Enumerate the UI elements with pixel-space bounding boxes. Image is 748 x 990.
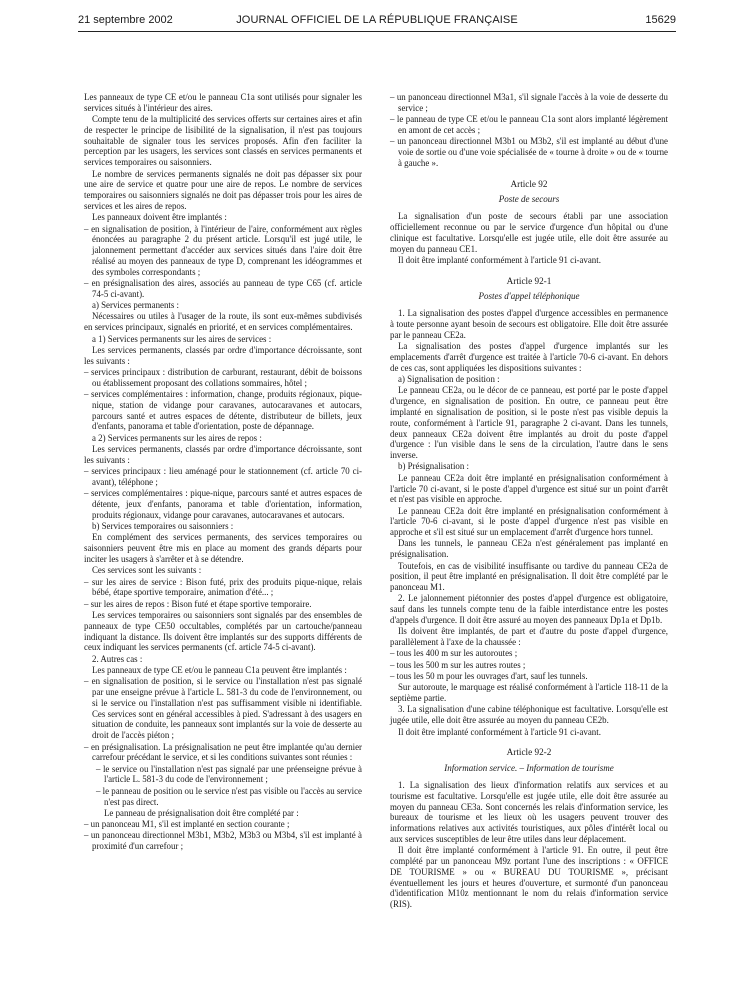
article-subtitle: Information service. – Information de tourisme <box>444 763 614 774</box>
paragraph: Ces services sont les suivants : <box>92 565 202 576</box>
paragraph: a) Signalisation de position : <box>398 374 500 385</box>
paragraph: Le panneau de présignalisation doit être complété par : <box>104 807 299 818</box>
paragraph: a) Services permanents : <box>92 300 179 311</box>
header-rule <box>78 31 676 32</box>
list-item: – sur les aires de service : Bison futé, prix des produits pique-nique, relais bébé, étape sportive temporaire, animation d'été... ; <box>84 576 362 598</box>
header-date: 21 septembre 2002 <box>78 14 173 26</box>
paragraph: Le panneau CE2a doit être implanté en présignalisation conformément à l'article 70-6 ci-avant, si le poste d'appel d'urgence n'est pas visible en approche et s'il est situé sur un emplacement d'arrêt d'urgence hors tunnel. <box>390 505 668 538</box>
paragraph: Ils doivent être implantés, de part et d'autre du poste d'appel d'urgence, parallèlement à l'axe de la chaussée : <box>390 626 668 648</box>
list-item: – un panonceau directionnel M3b1 ou M3b2, s'il est implanté au début d'une voie de sortie ou d'une voie spécialisée de « tourne à droite » ou de « tourne à gauche ». <box>390 136 668 168</box>
paragraph: Nécessaires ou utiles à l'usager de la route, ils sont eux-mêmes subdivisés en services principaux, signalés en priorité, et en services complémentaires. <box>84 311 362 333</box>
list-item: – un panonceau M1, s'il est implanté en section courante ; <box>84 819 290 830</box>
header-page-number: 15629 <box>645 14 676 26</box>
list-item: – sur les aires de repos : Bison futé et étape sportive temporaire. <box>84 598 312 609</box>
list-item: – un panonceau directionnel M3b1, M3b2, M3b3 ou M3b4, s'il est implanté à proximité d'un carrefour ; <box>84 830 362 852</box>
paragraph: En complément des services permanents, des services temporaires ou saisonniers peuvent être mis en place au moment des grands départs pour inciter les usagers à s'arrêter et à se détendre. <box>84 532 362 564</box>
article-subtitle: Poste de secours <box>498 194 560 205</box>
paragraph: 2. Autres cas : <box>92 653 143 664</box>
paragraph: a 2) Services permanents sur les aires de repos : <box>92 432 262 443</box>
paragraph: Il doit être implanté conformément à l'article 91. En outre, il peut être complété par un panonceau M9z portant l'une des inscriptions : « OFFICE DE TOURISME » ou « BUREAU DU TOURISME », précisant éventuellement les jours et heures d'ouverture, et surmonté d'un panonceau d'identification M10z mentionnant le nom du relais d'information service (RIS). <box>390 845 668 910</box>
list-item: – en présignalisation. La présignalisation ne peut être implantée qu'au dernier carrefour précédant le service, et si les conditions suivantes sont réunies : <box>84 741 362 763</box>
list-item: – services complémentaires : pique-nique, parcours santé et autres espaces de détente, jeux d'enfants, panorama et table d'orientation, information, produits régionaux, vidange pour caravanes, autocaravanes et autocars. <box>84 488 362 520</box>
article-heading: Article 92 <box>510 178 548 189</box>
list-item: – le panneau de type CE et/ou le panneau C1a sont alors implanté légèrement en amont de cet accès ; <box>390 114 668 135</box>
paragraph: 2. Le jalonnement piétonnier des postes d'appel d'urgence est obligatoire, sauf dans les tunnels compte tenu de la faible interdistance entre les postes d'appels d'urgence. Il doit être assuré au moyen des panneaux Dp1a et Dp1b. <box>390 593 668 626</box>
article-subtitle: Postes d'appel téléphonique <box>478 291 580 302</box>
list-item: – services principaux : lieu aménagé pour le stationnement (cf. article 70 ci-avant), téléphone ; <box>84 466 362 487</box>
paragraph: La signalisation d'un poste de secours établi par une association officiellement reconnue ou par le service d'urgence d'un hôpital ou d'une clinique est facultative. Lorsqu'elle est jugée utile, elle doit être assurée au moyen du panneau CE1. <box>390 211 668 254</box>
article-heading: Article 92-2 <box>506 747 552 758</box>
paragraph: a 1) Services permanents sur les aires de services : <box>92 333 272 344</box>
paragraph: Les panneaux de type CE et/ou le panneau C1a peuvent être implantés : <box>92 664 347 675</box>
article-heading: Article 92-1 <box>506 275 552 286</box>
list-item: – services complémentaires : information, change, produits régionaux, pique-nique, station de vidange pour caravanes, autocaravanes et autocars, parcours santé et autres espaces de détente, distributeur de billets, jeux d'enfants, panorama et table d'orientation, poste de dépannage. <box>84 389 362 432</box>
paragraph: Il doit être implanté conformément à l'article 91 ci-avant. <box>398 726 601 737</box>
paragraph: 1. La signalisation des postes d'appel d'urgence accessibles en permanence à toute personne ayant besoin de secours est obligatoire. Elle doit être assurée par le panneau CE2a. <box>390 308 668 340</box>
paragraph: Les services permanents, classés par ordre d'importance décroissante, sont les suivants : <box>84 344 362 366</box>
paragraph: Le nombre de services permanents signalés ne doit pas dépasser six pour une aire de service et quatre pour une aire de repos. Le nombre de services temporaires ou saisonniers signalés ne doit pas dépasser trois pour les aires de services et les aires de repos. <box>84 168 362 211</box>
list-item: – tous les 50 m pour les ouvrages d'art, sauf les tunnels. <box>390 671 588 682</box>
paragraph: b) Services temporaires ou saisonniers : <box>92 521 234 532</box>
header-title: JOURNAL OFFICIEL DE LA RÉPUBLIQUE FRANÇAISE <box>236 14 518 26</box>
list-item: – en signalisation de position, à l'intérieur de l'aire, conformément aux règles énoncées au paragraphe 2 du présent article. Lorsqu'il est jugé utile, le jalonnement permettant d'accéder aux services situés dans l'aire doit être réalisé au moyen des panneaux de type D, comprenant les idéogrammes et des symboles correspondants ; <box>84 223 362 277</box>
paragraph: Les panneaux doivent être implantés : <box>92 212 227 223</box>
paragraph: La signalisation des postes d'appel d'urgence implantés sur les emplacements d'arrêt d'urgence est traitée à l'article 70-6 ci-avant. En dehors de ces cas, sont appliquées les dispositions suivantes : <box>390 341 668 373</box>
paragraph: Toutefois, en cas de visibilité insuffisante ou tardive du panneau CE2a de position, il peut être implanté en présignalisation. Il doit être complété par le panonceau M1. <box>390 560 668 593</box>
paragraph: b) Présignalisation : <box>398 461 469 472</box>
list-item: – services principaux : distribution de carburant, restaurant, débit de boissons ou établissement proposant des collations sommaires, hôtel ; <box>84 366 362 388</box>
sub-list-item: – le service ou l'installation n'est pas signalé par une préenseigne prévue à l'article L. 581-3 du code de l'environnement ; <box>96 763 362 785</box>
paragraph: Sur autoroute, le marquage est réalisé conformément à l'article 118-11 de la septième partie. <box>390 682 668 704</box>
sub-list-item: – le panneau de position ou le service n'est pas visible ou l'accès au service n'est pas direct. <box>96 785 362 807</box>
list-item: – en présignalisation des aires, associés au panneau de type C65 (cf. article 74-5 ci-avant). <box>84 278 362 299</box>
paragraph: Les services temporaires ou saisonniers sont signalés par des ensembles de panneaux de type CE50 occultables, complétés par un cartouche/panneau indiquant la distance. Ils doivent être implantés sur des supports différents de ceux indiquant les services permanents (cf. article 74-5 ci-avant). <box>84 609 362 653</box>
paragraph: Compte tenu de la multiplicité des services offerts sur certaines aires et afin de respecter le principe de lisibilité de la signalisation, il n'est pas toujours souhaitable de signaler tous les services proposés. Afin d'en faciliter la perception par les usagers, les services sont classés en services permanents et services temporaires ou saisonniers. <box>84 114 362 168</box>
list-item: – tous les 500 m sur les autres routes ; <box>390 659 526 670</box>
list-item: – tous les 400 m sur les autoroutes ; <box>390 648 518 659</box>
paragraph: Les services permanents, classés par ordre d'importance décroissante, sont les suivants : <box>84 444 362 465</box>
paragraph: 3. La signalisation d'une cabine téléphonique est facultative. Lorsqu'elle est jugée utile, elle doit être assurée au moyen du panneau CE2b. <box>390 704 668 726</box>
list-item: – un panonceau directionnel M3a1, s'il signale l'accès à la voie de desserte du service ; <box>390 92 668 113</box>
paragraph: Le panneau CE2a, ou le décor de ce panneau, est porté par le poste d'appel d'urgence, en signalisation de position. En outre, ce panneau peut être implanté en signalisation de position, si le poste n'est pas visible depuis la route, conformément à l'article 91, paragraphe 2 ci-avant. Dans les tunnels, deux panneaux CE2a doivent être implantés au droit du poste d'appel d'urgence : l'un visible dans le sens de la circulation, l'autre dans le sens inverse. <box>390 385 668 461</box>
paragraph: Il doit être implanté conformément à l'article 91 ci-avant. <box>398 254 601 265</box>
left-column <box>84 92 362 852</box>
paragraph: 1. La signalisation des lieux d'information relatifs aux services et au tourisme est facultative. Lorsqu'elle est jugée utile, elle doit être assurée au moyen du panneau CE3a. Sont concernés les relais d'information service, les bureaux de tourisme et les lieux où les usagers peuvent trouver des informations relatives aux activités touristiques, aux pôles d'intérêt local ou aux services susceptibles de leur être utiles dans leur déplacement. <box>390 779 668 844</box>
paragraph: Les panneaux de type CE et/ou le panneau C1a sont utilisés pour signaler les services situés à l'intérieur des aires. <box>84 92 362 113</box>
paragraph: Dans les tunnels, le panneau CE2a n'est généralement pas implanté en présignalisation. <box>390 538 668 560</box>
paragraph: Le panneau CE2a doit être implanté en présignalisation conformément à l'article 70 ci-avant, si le poste d'appel d'urgence est situé sur un point d'arrêt et n'est pas visible en approche. <box>390 472 668 505</box>
right-column <box>390 92 668 910</box>
list-item: – en signalisation de position, si le service ou l'installation n'est pas signalé par une enseigne prévue à l'article L. 581-3 du code de l'environnement, ou si le service ou l'installation n'est pas suffisamment visible ni identifiable. Ces services sont en général accessibles à pied. S'adressant à des usagers en situation de conduite, les panneaux sont implantés sur la voie de desserte au droit de l'accès piéton ; <box>84 676 362 741</box>
page-header <box>78 14 676 30</box>
